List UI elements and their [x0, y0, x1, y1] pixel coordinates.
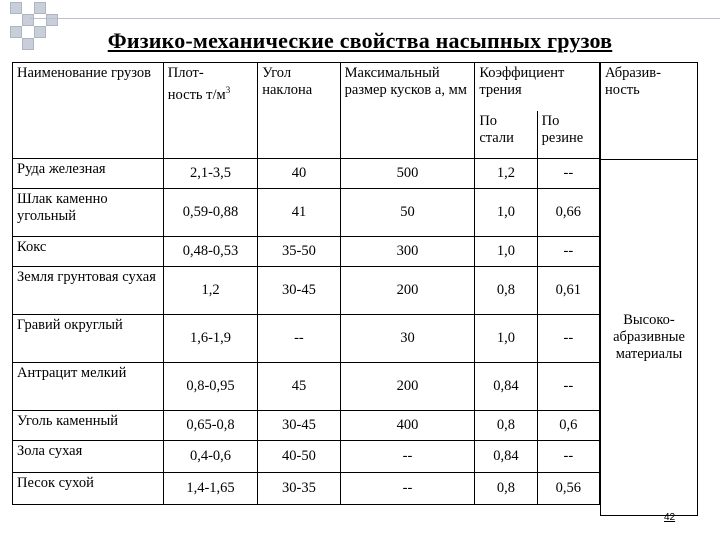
row-friction-steel: 1,2: [475, 159, 537, 189]
row-friction-rubber: --: [537, 159, 599, 189]
row-name: Песок сухой: [13, 473, 164, 505]
header-friction-rubber: По резине: [537, 111, 599, 159]
row-friction-rubber: --: [537, 237, 599, 267]
row-friction-rubber: --: [537, 363, 599, 411]
table-row: [13, 363, 600, 411]
header-rule: [30, 18, 720, 19]
slide-title: Физико-механические свойства насыпных грузов: [107, 28, 613, 53]
row-friction-rubber: 0,56: [537, 473, 599, 505]
row-max-size: 200: [340, 267, 475, 315]
row-density: 0,59-0,88: [163, 189, 257, 237]
header-friction-steel: По стали: [475, 111, 537, 159]
row-angle: 35-50: [258, 237, 340, 267]
header-name: Наименование грузов: [13, 63, 164, 159]
row-angle: 45: [258, 363, 340, 411]
row-density: 1,4-1,65: [163, 473, 257, 505]
row-friction-rubber: --: [537, 441, 599, 473]
row-name: Шлак каменно угольный: [13, 189, 164, 237]
row-friction-steel: 1,0: [475, 315, 537, 363]
row-friction-rubber: 0,61: [537, 267, 599, 315]
row-angle: 41: [258, 189, 340, 237]
row-friction-steel: 0,8: [475, 473, 537, 505]
table-row: [13, 237, 600, 267]
row-friction-rubber: 0,6: [537, 411, 599, 441]
row-friction-steel: 0,84: [475, 363, 537, 411]
header-abrasive: Абразив-ность: [601, 63, 698, 160]
row-max-size: 500: [340, 159, 475, 189]
row-angle: 40-50: [258, 441, 340, 473]
table-row: [13, 441, 600, 473]
row-max-size: 200: [340, 363, 475, 411]
table-row: [13, 159, 600, 189]
row-density: 0,4-0,6: [163, 441, 257, 473]
row-density: 0,8-0,95: [163, 363, 257, 411]
row-angle: 30-35: [258, 473, 340, 505]
row-angle: --: [258, 315, 340, 363]
abrasive-column: [600, 62, 698, 516]
row-max-size: 400: [340, 411, 475, 441]
row-angle: 30-45: [258, 411, 340, 441]
row-name: Кокс: [13, 237, 164, 267]
row-density: 2,1-3,5: [163, 159, 257, 189]
table-row: [13, 315, 600, 363]
table-row: [13, 411, 600, 441]
row-name: Земля грунтовая сухая: [13, 267, 164, 315]
row-density: 0,65-0,8: [163, 411, 257, 441]
page-number: 42: [664, 512, 676, 523]
table-row: [13, 473, 600, 505]
row-density: 1,2: [163, 267, 257, 315]
row-name: Руда железная: [13, 159, 164, 189]
row-max-size: 300: [340, 237, 475, 267]
row-max-size: --: [340, 473, 475, 505]
row-angle: 30-45: [258, 267, 340, 315]
row-friction-steel: 0,8: [475, 411, 537, 441]
row-friction-steel: 0,84: [475, 441, 537, 473]
row-friction-rubber: --: [537, 315, 599, 363]
row-max-size: --: [340, 441, 475, 473]
row-density: 0,48-0,53: [163, 237, 257, 267]
row-max-size: 50: [340, 189, 475, 237]
abrasive-value: Высоко-абразивные материалы: [601, 160, 698, 516]
row-name: Уголь каменный: [13, 411, 164, 441]
row-friction-steel: 0,8: [475, 267, 537, 315]
header-friction: Коэффициент трения: [475, 63, 600, 111]
row-max-size: 30: [340, 315, 475, 363]
row-angle: 40: [258, 159, 340, 189]
row-friction-rubber: 0,66: [537, 189, 599, 237]
row-name: Антрацит мелкий: [13, 363, 164, 411]
header-max-size: Максимальный размер кусков а, мм: [340, 63, 475, 159]
row-density: 1,6-1,9: [163, 315, 257, 363]
row-name: Гравий округлый: [13, 315, 164, 363]
row-name: Зола сухая: [13, 441, 164, 473]
header-angle: Угол наклона: [258, 63, 340, 159]
row-friction-steel: 1,0: [475, 189, 537, 237]
table-row: [13, 267, 600, 315]
header-density: Плот- ность $т/м^3$: [163, 63, 257, 159]
row-friction-steel: 1,0: [475, 237, 537, 267]
table-row: [13, 189, 600, 237]
properties-table: [12, 62, 600, 505]
